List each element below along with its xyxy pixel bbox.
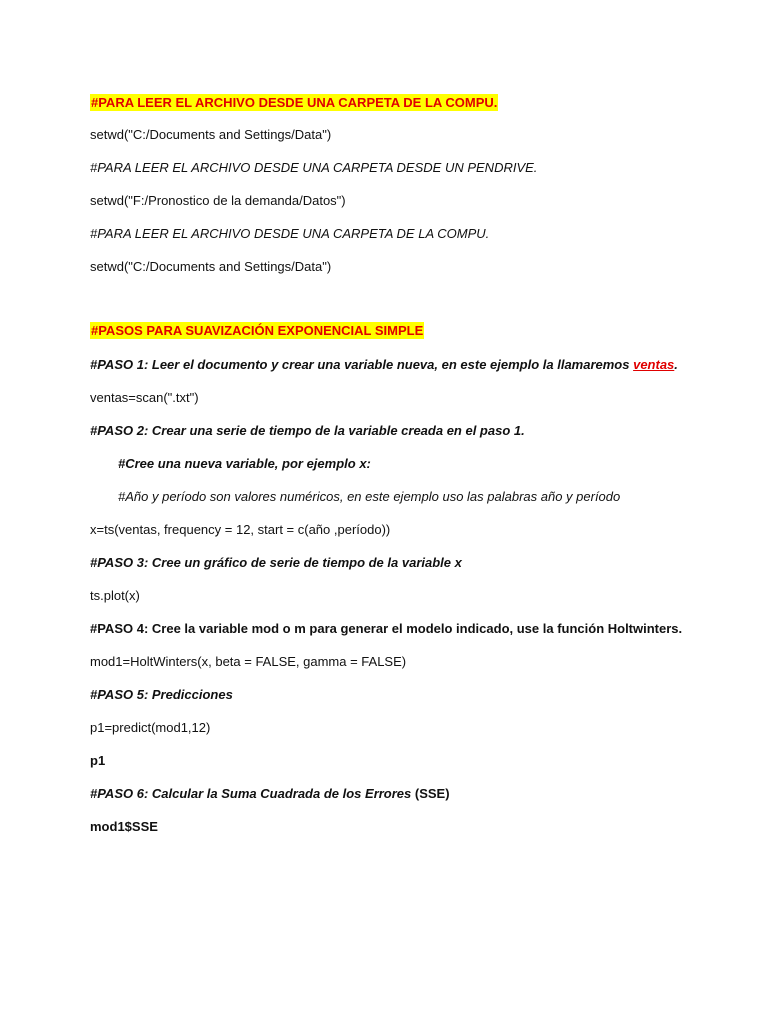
paso-4-line: #PASO 4: Cree la variable mod o m para generar el modelo indicado, use la función Holtwinters. <box>90 621 683 636</box>
paso-6-line <box>90 786 450 802</box>
comment-line: #PARA LEER EL ARCHIVO DESDE UNA CARPETA DESDE UN PENDRIVE. <box>90 160 538 175</box>
paso-1-end: . <box>674 357 678 372</box>
highlighted-heading: #PASOS PARA SUAVIZACIÓN EXPONENCIAL SIMPLE <box>91 323 424 338</box>
comment-line: #Cree una nueva variable, por ejemplo x: <box>118 456 371 471</box>
paso-5-line: #PASO 5: Predicciones <box>90 687 233 702</box>
paso-6-text: #PASO 6: Calcular la Suma Cuadrada de los Errores <box>90 786 415 801</box>
heading-compu <box>90 95 498 111</box>
highlighted-heading: #PARA LEER EL ARCHIVO DESDE UNA CARPETA DE LA COMPU. <box>91 95 498 110</box>
paso-1-text: #PASO 1: Leer el documento y crear una variable nueva, en este ejemplo la llamaremos <box>90 357 634 372</box>
ventas-keyword: ventas <box>633 357 675 372</box>
paso-1-line <box>90 357 678 373</box>
paso-2-line: #PASO 2: Crear una serie de tiempo de la variable creada en el paso 1. <box>90 423 525 438</box>
comment-line: #Año y período son valores numéricos, en este ejemplo uso las palabras año y período <box>118 489 621 504</box>
code-line: setwd("C:/Documents and Settings/Data") <box>90 259 332 274</box>
code-line: ts.plot(x) <box>90 588 140 603</box>
code-line: setwd("F:/Pronostico de la demanda/Datos") <box>90 193 346 208</box>
sse-label: (SSE) <box>414 786 450 801</box>
code-line: mod1=HoltWinters(x, beta = FALSE, gamma = FALSE) <box>90 654 407 669</box>
code-line: x=ts(ventas, frequency = 12, start = c(año ,período)) <box>90 522 391 537</box>
code-line: p1=predict(mod1,12) <box>90 720 211 735</box>
code-line: p1 <box>90 753 106 768</box>
code-line: setwd("C:/Documents and Settings/Data") <box>90 127 332 142</box>
code-line: mod1$SSE <box>90 819 158 834</box>
paso-3-line: #PASO 3: Cree un gráfico de serie de tiempo de la variable x <box>90 555 462 570</box>
code-line: ventas=scan(".txt") <box>90 390 199 405</box>
comment-line: #PARA LEER EL ARCHIVO DESDE UNA CARPETA DE LA COMPU. <box>90 226 490 241</box>
heading-suavizacion <box>90 323 424 339</box>
